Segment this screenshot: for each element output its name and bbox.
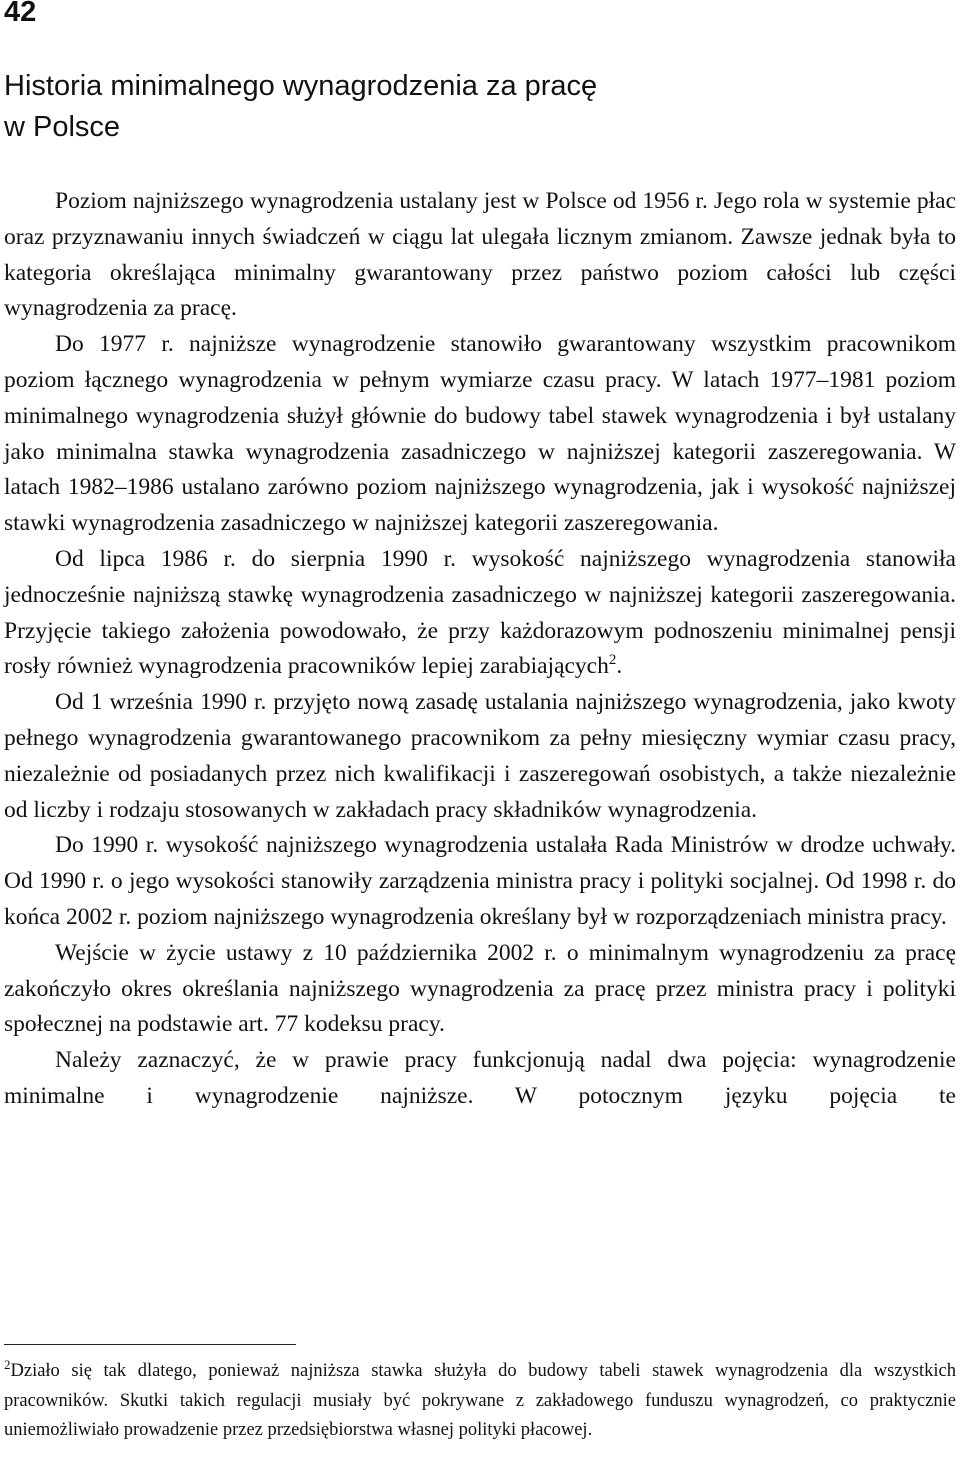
page-number: 42	[4, 0, 37, 28]
paragraph-7-text: Należy zaznaczyć, że w prawie pracy funkcjonują nadal dwa pojęcia: wynagrodzenie minimalne i wynagrodzenie najniższe. W potocznym języku pojęcia te	[4, 1047, 956, 1109]
paragraph-4-text: Od 1 września 1990 r. przyjęto nową zasadę ustalania najniższego wynagrodzenia, jako kwoty pełnego wynagrodzenia gwarantowanego pracownikom za pełny miesięczny wymiar czasu pracy, niezależnie od posiadanych przez nich kwalifikacji i zaszeregowań osobistych, a także niezależnie od liczby i rodzaju stosowanych w zakładach pracy składników wynagrodzenia.	[4, 689, 956, 823]
chapter-title	[4, 66, 944, 148]
footnote-text: Działo się tak dlatego, ponieważ najniższa stawka służyła do budowy tabeli stawek wynagrodzenia dla wszystkich pracowników. Skutki takich regulacji musiały być pokrywane z zakładowego funduszu wynagrodzeń, co praktycznie uniemożliwiało prowadzenie przez przedsiębiorstwa własnej polityki płacowej.	[4, 1361, 956, 1440]
paragraph-1-text: Poziom najniższego wynagrodzenia ustalany jest w Polsce od 1956 r. Jego rola w systemie płac oraz przyznawaniu innych świadczeń w ciągu lat ulegała licznym zmianom. Zawsze jednak była to kategoria określająca minimalny gwarantowany przez państwo poziom całości lub części wynagrodzenia za pracę.	[4, 188, 956, 322]
paragraph-3-tail: .	[616, 653, 623, 680]
paragraph-3	[4, 542, 956, 685]
paragraph-3-text: Od lipca 1986 r. do sierpnia 1990 r. wysokość najniższego wynagrodzenia stanowiła jednocześnie najniższą stawkę wynagrodzenia zasadniczego w najniższej kategorii zaszeregowania. Przyjęcie takiego założenia powodowało, że przy każdorazowym podnoszeniu minimalnej pensji rosły również wynagrodzenia pracowników lepiej zarabiających	[4, 545, 956, 680]
footnote-separator	[4, 1344, 296, 1345]
footnote-marker: 2	[4, 1356, 11, 1372]
chapter-title-line-2: w Polsce	[4, 111, 121, 143]
body-text	[4, 184, 956, 1115]
footnote-reference: 2	[608, 652, 617, 669]
footnote	[4, 1357, 956, 1446]
paragraph-6	[4, 936, 956, 1043]
paragraph-1	[4, 184, 956, 327]
paragraph-2-text: Do 1977 r. najniższe wynagrodzenie stanowiło gwarantowany wszystkim pracownikom poziom łącznego wynagrodzenia w pełnym wymiarze czasu pracy. W latach 1977–1981 poziom minimalnego wynagrodzenia służył głównie do budowy tabel stawek wynagrodzenia i był ustalany jako minimalna stawka wynagrodzenia zasadniczego w najniższej kategorii zaszeregowania. W latach 1982–1986 ustalano zarówno poziom najniższego wynagrodzenia, jak i wysokość najniższej stawki wynagrodzenia zasadniczego w najniższej kategorii zaszeregowania.	[4, 331, 956, 537]
paragraph-5	[4, 828, 956, 935]
chapter-title-line-1: Historia minimalnego wynagrodzenia za pracę	[4, 70, 598, 102]
paragraph-5-text: Do 1990 r. wysokość najniższego wynagrodzenia ustalała Rada Ministrów w drodze uchwały. Od 1990 r. o jego wysokości stanowiły zarządzenia ministra pracy i polityki socjalnej. Od 1998 r. do końca 2002 r. poziom najniższego wynagrodzenia określany był w rozporządzeniach ministra pracy.	[4, 832, 956, 930]
paragraph-4	[4, 685, 956, 828]
paragraph-6-text: Wejście w życie ustawy z 10 października 2002 r. o minimalnym wynagrodzeniu za pracę zakończyło okres określania najniższego wynagrodzenia za pracę przez ministra pracy i polityki społecznej na podstawie art. 77 kodeksu pracy.	[4, 939, 956, 1038]
paragraph-2	[4, 327, 956, 542]
paragraph-7	[4, 1043, 956, 1115]
